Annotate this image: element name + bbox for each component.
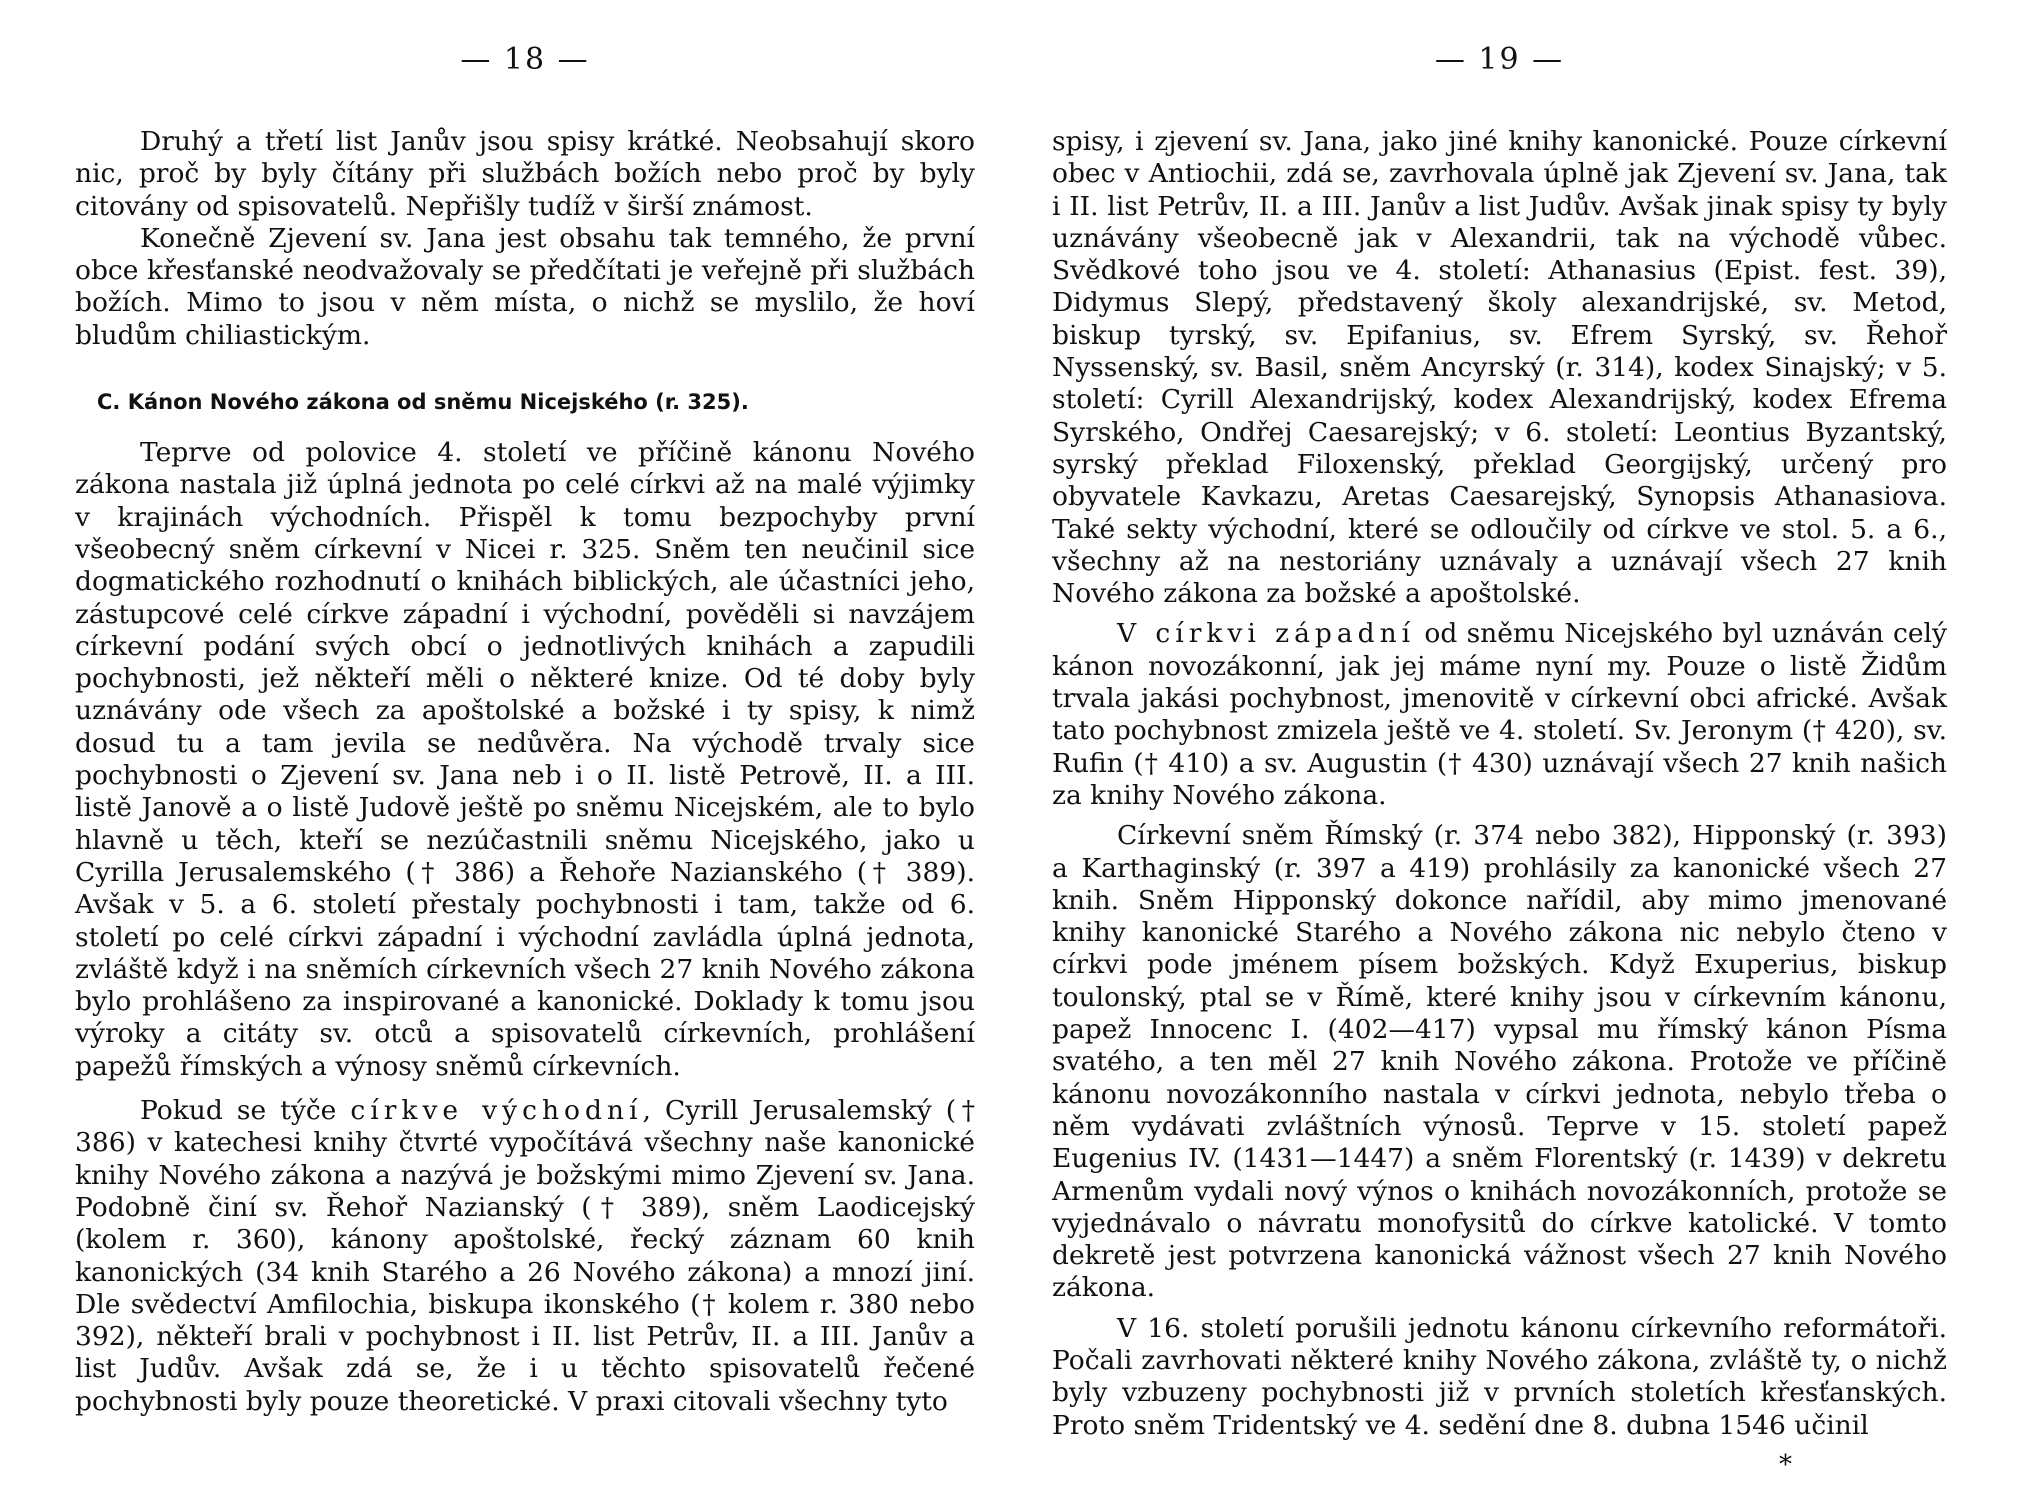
section-heading: C. Kánon Nového zákona od sněmu Nicejského (r. 325). [97, 390, 749, 415]
paragraph [1052, 618, 1947, 812]
paragraph: spisy, i zjevení sv. Jana, jako jiné knihy kanonické. Pouze církevní obec v Antiochii, zdá se, zavrhovala úplně jak Zjevení sv. Jana, tak i II. list Petrův, II. a III. Janův a list Judův. Avšak jinak spisy ty byly uznávány všeobecně jak v Alexandrii, tak na východě vůbec. Svědkové toho jsou ve 4. století: Athanasius (Epist. fest. 39), Didymus Slepý, představený školy alexandrijské, sv. Metod, biskup tyrský, sv. Epifanius, sv. Efrem Syrský, sv. Řehoř Nyssenský, sv. Basil, sněm Ancyrský (r. 314), kodex Sinajský; v 5. století: Cyrill Alexandrijský, kodex Alexandrijský, kodex Efrema Syrského, Ondřej Caesarejský; v 6. století: Leontius Byzantský, syrský překlad Filoxenský, překlad Georgijský, určený pro obyvatele Kavkazu, Aretas Caesarejský, Synopsis Athanasiova. Také sekty východní, které se odloučily od církve ve stol. 5. a 6., všechny až na nestoriány uznávaly a uznávají všech 27 knih Nového zákona za božské a apoštolské. [1052, 126, 1947, 610]
spaced-emphasis: V církvi západní [1117, 618, 1416, 650]
paragraph-start: Pokud se týče [140, 1095, 351, 1127]
paragraph: V 16. století porušili jednotu kánonu církevního reformátoři. Počali zavrhovati některé knihy Nového zákona, zvláště ty, o nichž byly vzbuzeny pochybnosti již v prvních stoletích křesťanských. Proto sněm Tridentský ve 4. sedění dne 8. dubna 1546 učinil [1052, 1312, 1947, 1441]
spaced-emphasis: církve východní [350, 1095, 643, 1127]
paragraph-rest: , Cyrill Jerusalemský († 386) v katechesi knihy čtvrté vypočítává všechny naše kanonické knihy Nového zákona a nazývá je božskými mimo Zjevení sv. Jana. Podobně činí sv. Řehoř Nazianský († 389), sněm Laodicejský (kolem r. 360), kánony apoštolské, řecký záznam 60 knih kanonických (34 knih Starého a 26 Nového zákona) a mnozí jiní. Dle svědectví Amfilochia, biskupa ikonského († kolem r. 380 nebo 392), někteří brali v pochybnost i II. list Petrův, II. a III. Janův a list Judův. Avšak zdá se, že i u těchto spisovatelů řečené pochybnosti byly pouze theoretické. V praxi citovali všechny tyto [75, 1095, 976, 1417]
right-page [1052, 40, 1947, 1480]
paragraph: Teprve od polovice 4. století ve příčině kánonu Nového zákona nastala již úplná jednota po celé církvi až na malé výjimky v krajinách východních. Přispěl k tomu bezpochyby první všeobecný sněm církevní v Nicei r. 325. Sněm ten neučinil sice dogmatického rozhodnutí o knihách biblických, ale účastníci jeho, zástupcové celé církve západní i východní, pověděli si navzájem církevní podání svých obcí o jednotlivých knihách a zapudili pochybnosti, jež někteří měli o některé knize. Od té doby byly uznávány ode všech za apoštolské a božské i ty spisy, k nimž dosud tu a tam jevila se nedůvěra. Na východě trvaly sice pochybnosti o Zjevení sv. Jana neb i o II. listě Petrově, II. a III. listě Janově a o listě Judově ještě po sněmu Nicejském, ale to bylo hlavně u těch, kteří se nezúčastnili sněmu Nicejského, jako u Cyrilla Jerusalemského († 386) a Řehoře Nazianského († 389). Avšak v 5. a 6. století přestaly pochybnosti i tam, takže od 6. století po celé církvi západní i východní zavládla úplná jednota, zvláště když i na sněmích církevních všech 27 knih Nového zákona bylo prohlášeno za inspirované a kanonické. Doklady k tomu jsou výroky a citáty sv. otců a spisovatelů církevních, prohlášení papežů římských a výnosy sněmů církevních. [75, 437, 975, 1082]
footnote-mark: * [1779, 1450, 1792, 1480]
paragraph: Druhý a třetí list Janův jsou spisy krátké. Neobsahují skoro nic, proč by byly čítány při službách božích nebo proč by byly citovány od spisovatelů. Nepřišly tudíž v širší známost. [75, 126, 975, 222]
left-page [75, 40, 975, 1480]
paragraph: Církevní sněm Římský (r. 374 nebo 382), Hipponský (r. 393) a Karthaginský (r. 397 a 419) prohlásily za kanonické všech 27 knih. Sněm Hipponský dokonce nařídil, aby mimo jmenované knihy kanonické Starého a Nového zákona nic nebylo čteno v církvi pode jménem písem božských. Když Exuperius, biskup toulonský, ptal se v Římě, které knihy jsou v církevním kánonu, papež Innocenc I. (402—417) vypsal mu římský kánon Písma svatého, a ten měl 27 knih Nového zákona. Protože ve příčině kánonu novozákonního nastala v církvi jednota, nebylo třeba o něm vydávati zvláštních výnosů. Teprve v 15. století papež Eugenius IV. (1431—1447) a sněm Florentský (r. 1439) v dekretu Armenům vydali nový výnos o knihách novozákonních, protože se vyjednávalo o návratu monofysitů do církve katolické. V tomto dekretě jest potvrzena kanonická vážnost všech 27 knih Nového zákona. [1052, 820, 1947, 1304]
paragraph-rest: od sněmu Nicejského byl uznáván celý kánon novozákonní, jak jej máme nyní my. Pouze o listě Židům trvala jakási pochybnost, jmenovitě v církevní obci africké. Avšak tato pochybnost zmizela ještě ve 4. století. Sv. Jeronym († 420), sv. Rufin († 410) a sv. Augustin († 430) uznávají všech 27 knih našich za knihy Nového zákona. [1052, 618, 1947, 811]
page-number: — 19 — [1434, 42, 1565, 77]
paragraph [75, 1095, 975, 1418]
page-number: — 18 — [460, 42, 590, 77]
paragraph: Konečně Zjevení sv. Jana jest obsahu tak temného, že první obce křesťanské neodvažovaly se předčítati je veřejně při službách božích. Mimo to jsou v něm místa, o nichž se myslilo, že hoví bludům chiliastickým. [75, 222, 975, 351]
